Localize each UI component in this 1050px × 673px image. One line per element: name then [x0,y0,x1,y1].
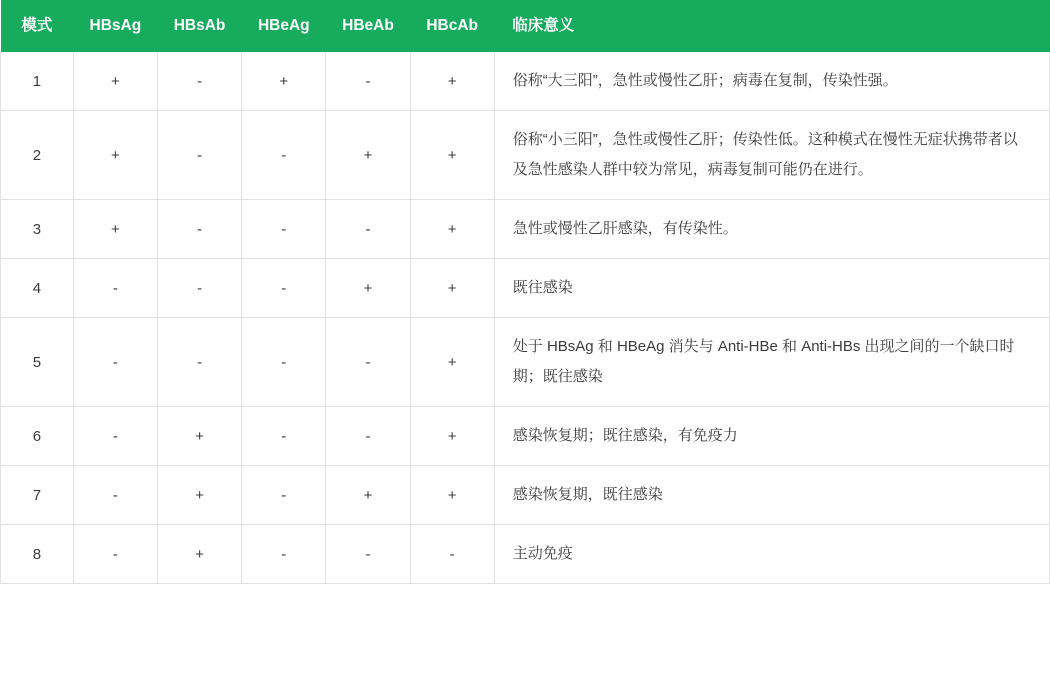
cell-hbeab: + [326,259,410,318]
cell-mode: 8 [1,525,74,584]
table-row [1,111,1050,200]
cell-hbsab: - [157,259,241,318]
cell-hbcab: + [410,200,494,259]
column-header-hbeab: HBeAb [326,0,410,52]
cell-hbeab: + [326,466,410,525]
cell-clinical-meaning: 感染恢复期，既往感染 [494,466,1049,525]
cell-hbcab: + [410,407,494,466]
column-header-hbsab: HBsAb [157,0,241,52]
cell-hbeag: - [242,200,326,259]
cell-mode: 3 [1,200,74,259]
cell-hbcab: + [410,318,494,407]
cell-hbsab: - [157,200,241,259]
cell-hbsag: - [73,259,157,318]
cell-clinical-meaning: 处于 HBsAg 和 HBeAg 消失与 Anti-HBe 和 Anti-HBs 出现之间的一个缺口时期；既往感染 [494,318,1049,407]
cell-hbeab: - [326,407,410,466]
cell-hbeab: - [326,52,410,111]
cell-hbsab: + [157,407,241,466]
cell-hbeab: - [326,318,410,407]
cell-hbeag: - [242,259,326,318]
cell-mode: 1 [1,52,74,111]
cell-clinical-meaning: 主动免疫 [494,525,1049,584]
cell-clinical-meaning: 俗称“大三阳”，急性或慢性乙肝；病毒在复制，传染性强。 [494,52,1049,111]
table-header-row [1,0,1050,52]
table-row [1,259,1050,318]
cell-mode: 4 [1,259,74,318]
cell-hbsag: + [73,111,157,200]
cell-hbeab: - [326,525,410,584]
cell-mode: 6 [1,407,74,466]
cell-hbeag: - [242,111,326,200]
table-row [1,525,1050,584]
table-row [1,466,1050,525]
column-header-hbcab: HBcAb [410,0,494,52]
cell-hbsag: - [73,525,157,584]
cell-mode: 7 [1,466,74,525]
cell-hbeab: + [326,111,410,200]
cell-hbsag: + [73,200,157,259]
column-header-hbsag: HBsAg [73,0,157,52]
cell-clinical-meaning: 俗称“小三阳”，急性或慢性乙肝；传染性低。这种模式在慢性无症状携带者以及急性感染人群中较为常见，病毒复制可能仍在进行。 [494,111,1049,200]
cell-hbcab: + [410,259,494,318]
cell-hbsag: - [73,407,157,466]
cell-clinical-meaning: 急性或慢性乙肝感染，有传染性。 [494,200,1049,259]
cell-hbeab: - [326,200,410,259]
cell-hbcab: + [410,52,494,111]
cell-hbcab: + [410,111,494,200]
cell-hbeag: - [242,525,326,584]
table-row [1,52,1050,111]
cell-hbsab: - [157,111,241,200]
table-row [1,200,1050,259]
table-row [1,407,1050,466]
cell-hbsab: - [157,52,241,111]
cell-hbeag: - [242,466,326,525]
cell-hbsab: + [157,525,241,584]
cell-hbeag: - [242,407,326,466]
cell-mode: 2 [1,111,74,200]
table-body [1,52,1050,584]
cell-hbsag: - [73,466,157,525]
cell-hbsab: + [157,466,241,525]
table-header [1,0,1050,52]
cell-clinical-meaning: 既往感染 [494,259,1049,318]
cell-hbeag: - [242,318,326,407]
column-header-clinical-meaning: 临床意义 [494,0,1049,52]
cell-hbcab: - [410,525,494,584]
column-header-mode: 模式 [1,0,74,52]
column-header-hbeag: HBeAg [242,0,326,52]
cell-hbcab: + [410,466,494,525]
cell-hbeag: + [242,52,326,111]
table-row [1,318,1050,407]
cell-clinical-meaning: 感染恢复期；既往感染，有免疫力 [494,407,1049,466]
cell-hbsag: - [73,318,157,407]
cell-mode: 5 [1,318,74,407]
cell-hbsab: - [157,318,241,407]
cell-hbsag: + [73,52,157,111]
